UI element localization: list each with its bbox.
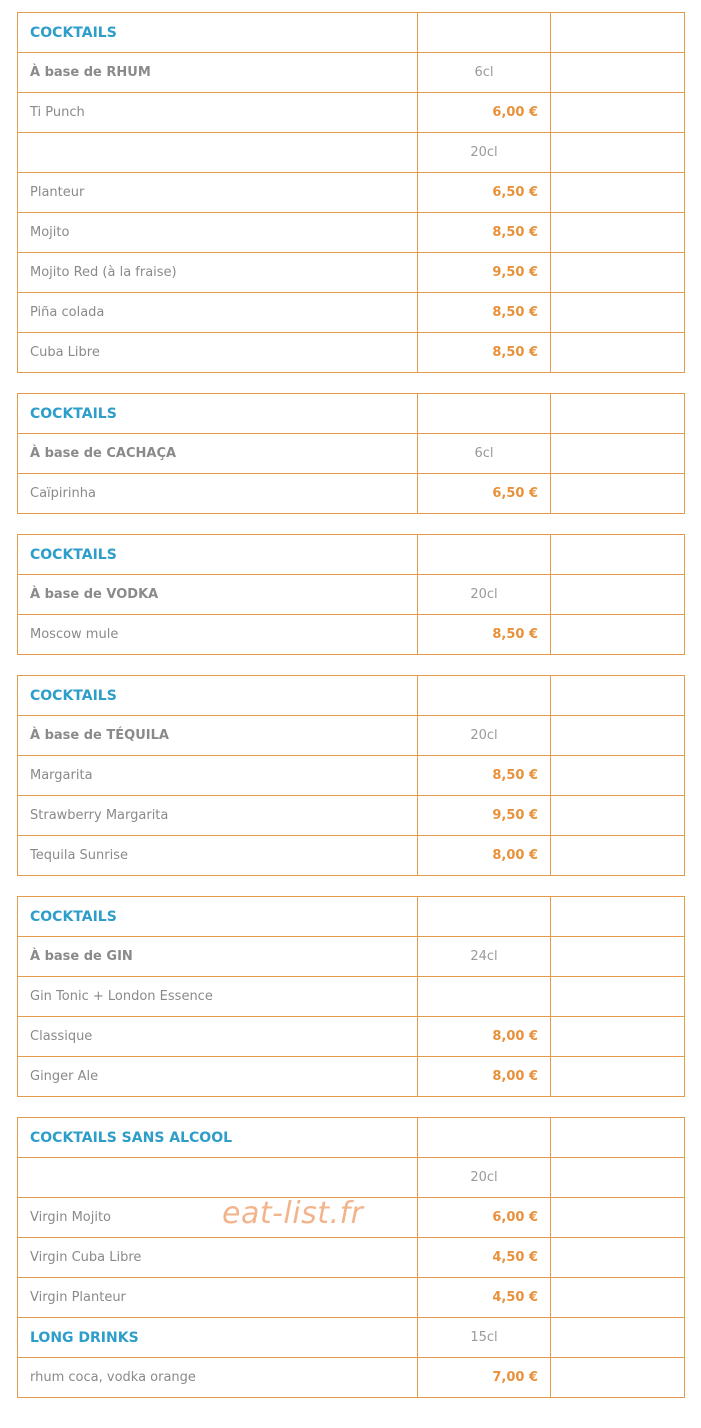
item-price: 8,50 €: [418, 615, 551, 655]
menu-section: [17, 1117, 685, 1398]
item-price: 8,50 €: [418, 293, 551, 333]
menu-item-row: [18, 1358, 685, 1398]
item-name: Cuba Libre: [18, 333, 418, 373]
base-spirit-label: À base de CACHAÇA: [18, 434, 418, 474]
menu-container: [17, 12, 684, 1398]
section-heading-row: [18, 897, 685, 937]
item-volume: 24cl: [418, 937, 551, 977]
empty-cell: [551, 173, 685, 213]
section-title: COCKTAILS: [18, 676, 418, 716]
item-price: 8,50 €: [418, 333, 551, 373]
section-title: COCKTAILS: [18, 897, 418, 937]
menu-item-row: [18, 756, 685, 796]
item-volume: 6cl: [418, 53, 551, 93]
menu-item-row: [18, 796, 685, 836]
item-name: Virgin Planteur: [18, 1278, 418, 1318]
base-spirit-label: À base de VODKA: [18, 575, 418, 615]
item-name: Ti Punch: [18, 93, 418, 133]
item-price: 8,00 €: [418, 836, 551, 876]
item-name: Margarita: [18, 756, 418, 796]
item-name: rhum coca, vodka orange: [18, 1358, 418, 1398]
item-name: Tequila Sunrise: [18, 836, 418, 876]
empty-cell: [551, 1358, 685, 1398]
empty-cell: [551, 676, 685, 716]
section-title: COCKTAILS SANS ALCOOL: [18, 1118, 418, 1158]
section-heading-row: [18, 394, 685, 434]
item-price: 8,50 €: [418, 756, 551, 796]
item-price: 4,50 €: [418, 1278, 551, 1318]
menu-item-row: [18, 333, 685, 373]
menu-item-row: [18, 1057, 685, 1097]
empty-cell: [551, 434, 685, 474]
item-price: 8,00 €: [418, 1017, 551, 1057]
item-volume: [418, 535, 551, 575]
item-name: Planteur: [18, 173, 418, 213]
menu-section: [17, 896, 685, 1097]
item-name: Virgin Cuba Libre: [18, 1238, 418, 1278]
empty-cell: [551, 756, 685, 796]
item-name: [18, 133, 418, 173]
empty-cell: [551, 575, 685, 615]
item-name: Moscow mule: [18, 615, 418, 655]
item-volume: 20cl: [418, 716, 551, 756]
subheading-row: [18, 53, 685, 93]
item-volume: 15cl: [418, 1318, 551, 1358]
subheading-row: [18, 434, 685, 474]
section-heading-row: [18, 1318, 685, 1358]
item-price: 9,50 €: [418, 796, 551, 836]
menu-section: [17, 393, 685, 514]
item-price: 4,50 €: [418, 1238, 551, 1278]
section-heading-row: [18, 535, 685, 575]
item-price: 8,50 €: [418, 213, 551, 253]
item-volume: [418, 977, 551, 1017]
menu-item-row: [18, 173, 685, 213]
item-price: 6,50 €: [418, 173, 551, 213]
watermark: eat-list.fr: [222, 1196, 364, 1231]
section-title: COCKTAILS: [18, 535, 418, 575]
menu-item-row: [18, 1017, 685, 1057]
item-price: 6,50 €: [418, 474, 551, 514]
item-price: 6,00 €: [418, 93, 551, 133]
empty-cell: [551, 213, 685, 253]
empty-cell: [551, 836, 685, 876]
empty-cell: [551, 13, 685, 53]
item-volume: [418, 897, 551, 937]
item-price: 8,00 €: [418, 1057, 551, 1097]
empty-cell: [551, 1318, 685, 1358]
item-name: Caïpirinha: [18, 474, 418, 514]
base-spirit-label: À base de GIN: [18, 937, 418, 977]
empty-cell: [551, 977, 685, 1017]
section-title: COCKTAILS: [18, 13, 418, 53]
item-volume: [418, 1118, 551, 1158]
empty-cell: [551, 394, 685, 434]
menu-item-row: [18, 293, 685, 333]
item-volume: 20cl: [418, 133, 551, 173]
menu-section: [17, 534, 685, 655]
empty-cell: [551, 53, 685, 93]
empty-cell: [551, 93, 685, 133]
item-name: Mojito: [18, 213, 418, 253]
empty-cell: [551, 1158, 685, 1198]
menu-item-row: [18, 213, 685, 253]
menu-item-row: [18, 133, 685, 173]
menu-item-row: [18, 836, 685, 876]
empty-cell: [551, 937, 685, 977]
menu-item-row: [18, 1278, 685, 1318]
item-name: Ginger Ale: [18, 1057, 418, 1097]
empty-cell: [551, 615, 685, 655]
empty-cell: [551, 716, 685, 756]
section-heading-row: [18, 676, 685, 716]
empty-cell: [551, 253, 685, 293]
item-price: 6,00 €: [418, 1198, 551, 1238]
item-volume: 20cl: [418, 1158, 551, 1198]
section-heading-row: [18, 1118, 685, 1158]
menu-item-row: [18, 977, 685, 1017]
item-name: Virgin Mojito: [18, 1198, 418, 1238]
item-price: 9,50 €: [418, 253, 551, 293]
empty-cell: [551, 1238, 685, 1278]
empty-cell: [551, 1118, 685, 1158]
menu-item-row: [18, 1238, 685, 1278]
empty-cell: [551, 535, 685, 575]
menu-section: [17, 12, 685, 373]
item-volume: 20cl: [418, 575, 551, 615]
item-price: 7,00 €: [418, 1358, 551, 1398]
empty-cell: [551, 474, 685, 514]
subheading-row: [18, 575, 685, 615]
item-volume: [418, 394, 551, 434]
item-name: Gin Tonic + London Essence: [18, 977, 418, 1017]
empty-cell: [551, 897, 685, 937]
item-volume: 6cl: [418, 434, 551, 474]
subheading-row: [18, 716, 685, 756]
empty-cell: [551, 1057, 685, 1097]
item-name: Mojito Red (à la fraise): [18, 253, 418, 293]
menu-item-row: [18, 93, 685, 133]
empty-cell: [551, 1017, 685, 1057]
menu-item-row: [18, 615, 685, 655]
section-title: LONG DRINKS: [18, 1318, 418, 1358]
menu-item-row: [18, 1158, 685, 1198]
empty-cell: [551, 796, 685, 836]
subheading-row: [18, 937, 685, 977]
empty-cell: [551, 133, 685, 173]
empty-cell: [551, 293, 685, 333]
item-name: Piña colada: [18, 293, 418, 333]
empty-cell: [551, 1278, 685, 1318]
item-name: Strawberry Margarita: [18, 796, 418, 836]
item-volume: [418, 676, 551, 716]
menu-item-row: [18, 253, 685, 293]
item-name: [18, 1158, 418, 1198]
menu-section: [17, 675, 685, 876]
base-spirit-label: À base de TÉQUILA: [18, 716, 418, 756]
empty-cell: [551, 333, 685, 373]
item-volume: [418, 13, 551, 53]
section-title: COCKTAILS: [18, 394, 418, 434]
item-name: Classique: [18, 1017, 418, 1057]
base-spirit-label: À base de RHUM: [18, 53, 418, 93]
section-heading-row: [18, 13, 685, 53]
empty-cell: [551, 1198, 685, 1238]
menu-item-row: [18, 474, 685, 514]
